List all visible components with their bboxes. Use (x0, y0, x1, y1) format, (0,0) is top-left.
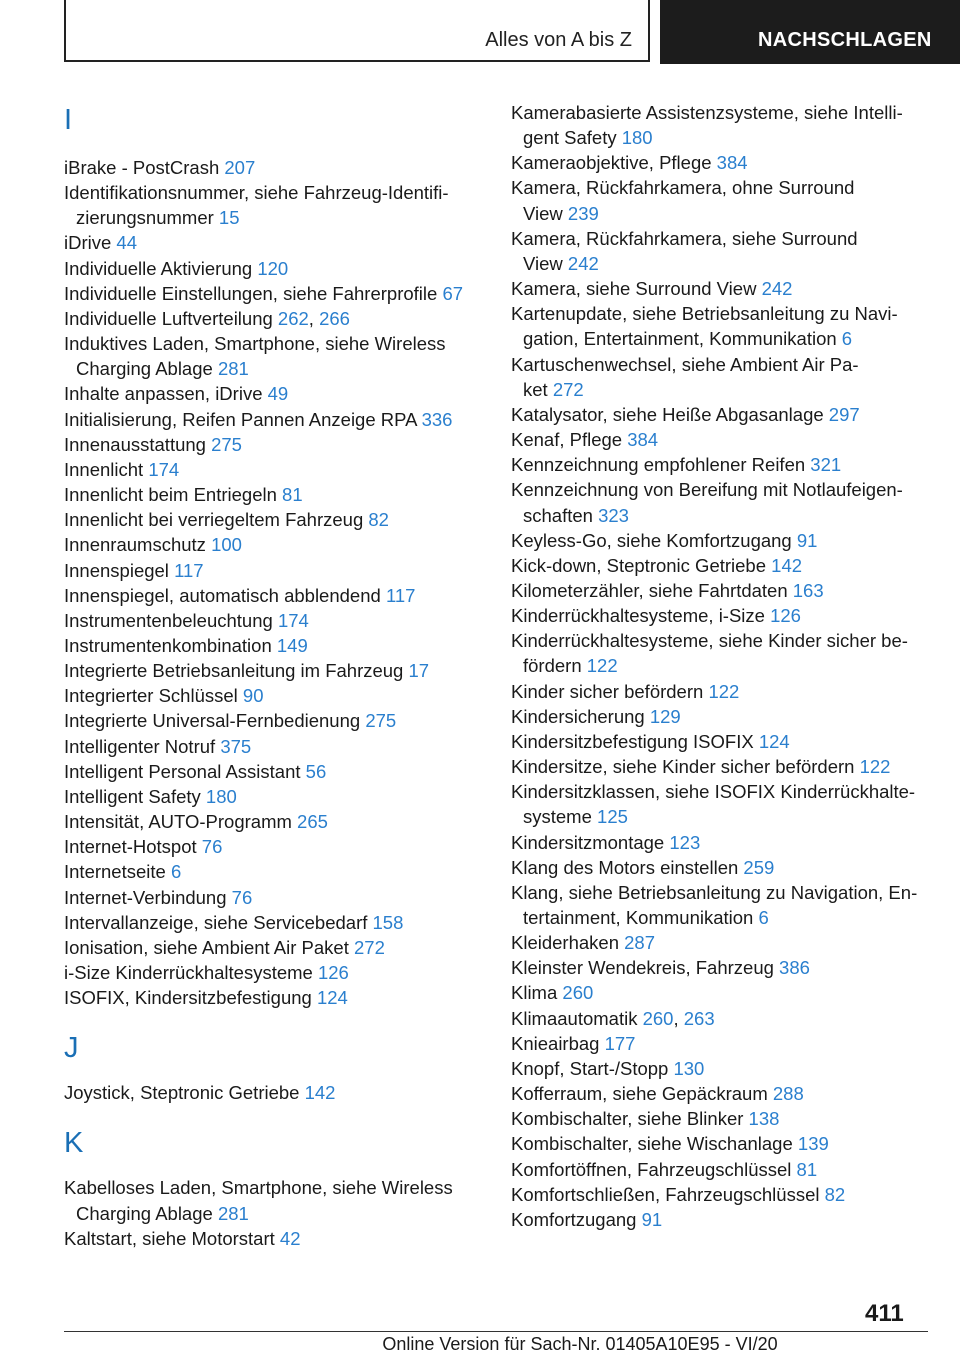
entry-text: Individuelle Aktivierung (64, 257, 258, 279)
entry-text: Kennzeichnung von Bereifung mit Notlaufeigen- (511, 479, 903, 501)
page-reference-link[interactable]: 177 (604, 1032, 636, 1054)
entry-text: iBrake - PostCrash (64, 157, 225, 178)
index-column-right (511, 100, 931, 1232)
entry-text: Intelligent Personal Assistant (64, 760, 306, 782)
section-letter-i: I (64, 104, 73, 136)
page-reference-link[interactable]: 129 (649, 705, 681, 727)
entry-text: Internetseite (64, 861, 171, 883)
entry-text: Kartenupdate, siehe Betriebsanleitung zu Navi- (511, 303, 898, 325)
page-reference-link[interactable]: 91 (641, 1208, 663, 1230)
page-reference-link[interactable]: 44 (116, 232, 137, 254)
page-reference-link[interactable]: 375 (220, 735, 252, 757)
page-reference-link[interactable]: 82 (368, 509, 389, 531)
index-entry (511, 880, 931, 930)
index-entry (511, 578, 931, 603)
page-reference-link[interactable]: 265 (297, 811, 328, 833)
page-reference-link[interactable]: 158 (372, 911, 404, 933)
page-reference-link[interactable]: 49 (267, 383, 289, 405)
page-reference-link[interactable]: 142 (771, 554, 803, 576)
entry-text: Innenlicht (64, 458, 149, 480)
index-entry (64, 507, 484, 532)
index-entry (64, 331, 484, 381)
index-entry (64, 256, 484, 281)
entry-text: Intensität, AUTO-Programm (64, 811, 298, 833)
index-entry (64, 759, 484, 784)
index-entry (511, 1081, 931, 1106)
entry-text: Integrierte Betriebsanleitung im Fahrzeug (64, 660, 409, 682)
page-reference-link[interactable]: 100 (211, 534, 242, 556)
page-reference-link[interactable]: 117 (174, 559, 204, 581)
index-entry: Individuelle Luftverteilung 262, 266 (64, 307, 350, 329)
index-entry (64, 532, 484, 557)
page-reference-link[interactable]: 262 (277, 307, 309, 329)
index-entry (511, 553, 931, 578)
page-reference-link[interactable]: 242 (567, 252, 599, 274)
page-reference-link[interactable]: 275 (211, 433, 242, 455)
index-entry (511, 679, 931, 704)
index-entry (511, 528, 931, 553)
entry-text: fördern (523, 655, 587, 677)
entry-text: Intelligent Safety (64, 785, 206, 807)
entry-text: Ionisation, siehe Ambient Air Paket (64, 936, 355, 958)
entry-text: Kindersitzbefestigung ISOFIX (511, 730, 759, 752)
entry-text: systeme (523, 806, 598, 828)
page-reference-link[interactable]: 386 (779, 957, 810, 979)
entry-text: Kindersitze, siehe Kinder sicher befördern (511, 756, 860, 778)
entry-text: Kamerabasierte Assistenzsysteme, siehe Intelli- (511, 102, 903, 123)
entry-text: View (523, 252, 568, 274)
entry-text: Kindersicherung (511, 705, 650, 727)
entry-text: Klimaautomatik (511, 1007, 643, 1029)
page-reference-link[interactable]: 242 (761, 278, 793, 300)
entry-text: Kinder sicher befördern (511, 680, 709, 702)
entry-text: Kick-down, Steptronic Getriebe (511, 554, 772, 576)
entry-text: Kofferraum, siehe Gepäckraum (511, 1083, 773, 1105)
entry-text: gation, Entertainment, Kommunikation (523, 328, 842, 350)
entry-text: i-Size Kinderrückhaltesysteme (64, 962, 318, 983)
index-entry: Klimaautomatik 260, 263 (511, 1007, 715, 1029)
index-entry (64, 658, 484, 683)
page-reference-link[interactable]: 297 (828, 403, 860, 425)
index-entry (64, 583, 484, 608)
page-reference-link[interactable]: 6 (170, 861, 182, 883)
index-entry (64, 809, 484, 834)
footer-text: Online Version für Sach-Nr. 01405A10E95 - VI/20 (382, 1334, 778, 1354)
page-reference-link[interactable]: 76 (231, 886, 253, 908)
entry-text: Inhalte anpassen, iDrive (64, 383, 268, 405)
entry-text: Kameraobjektive, Pflege (511, 152, 717, 174)
index-entry (64, 482, 484, 507)
index-entry (511, 301, 931, 351)
index-entry (511, 150, 931, 175)
entry-text: Innenspiegel, automatisch abblendend (64, 584, 386, 606)
page-number: 411 (865, 1300, 904, 1327)
index-entry (511, 402, 931, 427)
entry-text: Instrumentenbeleuchtung (64, 609, 278, 631)
index-entry (64, 281, 484, 306)
index-entry (64, 885, 484, 910)
index-entry (64, 935, 484, 960)
page-reference-link[interactable]: 180 (205, 785, 237, 807)
entry-text: Kenaf, Pflege (511, 429, 628, 451)
index-entry (64, 633, 484, 658)
section-letter-k: K (64, 1127, 84, 1160)
index-entry (64, 708, 484, 733)
page-reference-link[interactable]: 142 (304, 1082, 336, 1104)
page-reference-link[interactable]: 82 (824, 1183, 846, 1205)
page-reference-link[interactable]: 125 (597, 806, 628, 828)
index-entry (511, 930, 931, 955)
entry-text: Klima (511, 982, 563, 1004)
index-entry (511, 628, 931, 678)
page-reference-link[interactable]: 123 (669, 831, 701, 853)
entry-list-k (64, 1175, 484, 1250)
page-header (0, 0, 960, 66)
index-entry (511, 100, 931, 150)
entry-text: Kartuschenwechsel, siehe Ambient Air Pa- (511, 353, 859, 375)
entry-text: Innenraumschutz (64, 534, 212, 556)
page-reference-link[interactable]: 260 (642, 1007, 674, 1029)
footer (0, 1334, 960, 1355)
entry-text: Intervallanzeige, siehe Servicebedarf (64, 911, 373, 933)
page-reference-link[interactable]: 117 (385, 584, 416, 606)
page-reference-link[interactable]: 281 (217, 358, 249, 380)
entry-text: Kleinster Wendekreis, Fahrzeug (511, 957, 780, 979)
entry-text: Kinderrückhaltesysteme, i-Size (511, 605, 771, 627)
index-entry (64, 558, 484, 583)
index-entry (64, 381, 484, 406)
entry-text: Charging Ablage (76, 1202, 218, 1224)
page-reference-link[interactable]: 138 (748, 1108, 780, 1130)
index-entry (64, 155, 484, 180)
entry-text: Kindersitzklassen, siehe ISOFIX Kinderrückhalte- (511, 781, 916, 803)
index-entry (511, 754, 931, 779)
page-reference-link[interactable]: 130 (673, 1057, 705, 1079)
entry-text: Internet-Verbindung (64, 886, 232, 908)
entry-text: Knopf, Start-/Stopp (511, 1057, 674, 1079)
page-reference-link[interactable]: 266 (319, 307, 350, 329)
page-reference-link[interactable]: 81 (796, 1158, 818, 1180)
index-entry (511, 1131, 931, 1156)
entry-text: zierungsnummer (76, 207, 219, 229)
page-reference-link[interactable]: 17 (408, 660, 430, 682)
page-reference-link[interactable]: 126 (770, 605, 801, 627)
index-entry (511, 276, 931, 301)
entry-text: Identifikationsnummer, siehe Fahrzeug-Identifi- (64, 182, 449, 204)
index-entry (511, 452, 931, 477)
chapter-title: NACHSCHLAGEN (758, 29, 932, 51)
index-entry (511, 704, 931, 729)
index-entry (511, 427, 931, 452)
entry-text: Kombischalter, siehe Blinker (511, 1108, 749, 1130)
entry-text: schaften (523, 504, 599, 526)
entry-list-k-continued (511, 100, 931, 1232)
page-reference-link[interactable]: 6 (758, 907, 769, 928)
index-entry (64, 859, 484, 884)
entry-text: Kaltstart, siehe Motorstart (64, 1227, 280, 1249)
page-reference-link[interactable]: 259 (743, 856, 775, 878)
entry-text: Individuelle Luftverteilung (64, 307, 278, 329)
entry-text: Kombischalter, siehe Wischanlage (511, 1133, 798, 1155)
entry-text: Komfortöffnen, Fahrzeugschlüssel (511, 1158, 797, 1180)
page-reference-link[interactable]: 180 (621, 127, 653, 149)
entry-text: Innenausstattung (64, 433, 212, 455)
entry-text: Integrierte Universal-Fernbedienung (64, 710, 366, 732)
page-reference-link[interactable]: 281 (217, 1202, 249, 1224)
index-entry (511, 1157, 931, 1182)
entry-list-j (64, 1080, 484, 1105)
section-title: Alles von A bis Z (485, 29, 632, 51)
index-entry (64, 230, 484, 255)
page-reference-link[interactable]: 288 (772, 1083, 804, 1105)
entry-text: gent Safety (523, 127, 622, 149)
entry-text: Kleiderhaken (511, 932, 625, 954)
page-reference-link[interactable]: 287 (624, 932, 656, 954)
index-entry (511, 352, 931, 402)
index-entry (64, 734, 484, 759)
index-entry (511, 226, 931, 276)
index-entry (64, 784, 484, 809)
entry-text: Kilometerzähler, siehe Fahrtdaten (511, 579, 793, 601)
entry-text: Innenspiegel (64, 559, 175, 581)
entry-text: Katalysator, siehe Heiße Abgasanlage (511, 403, 829, 425)
entry-text: Kamera, siehe Surround View (511, 278, 762, 300)
index-entry (511, 1182, 931, 1207)
entry-text: Klang, siehe Betriebsanleitung zu Navigation, En- (511, 881, 918, 903)
entry-text: Integrierter Schlüssel (64, 685, 243, 707)
entry-text: iDrive (64, 232, 117, 254)
index-entry (64, 1080, 484, 1105)
entry-text: Innenlicht beim Entriegeln (64, 484, 283, 506)
page-reference-link[interactable]: 124 (316, 987, 348, 1009)
index-entry (64, 834, 484, 859)
page-reference-link[interactable]: 321 (810, 454, 842, 476)
page-reference-link[interactable]: 67 (442, 282, 464, 304)
page-reference-link[interactable]: 56 (305, 760, 327, 782)
entry-text: ISOFIX, Kindersitzbefestigung (64, 987, 317, 1009)
index-entry (511, 477, 931, 527)
footer-divider (64, 1331, 928, 1332)
entry-text: Komfortzugang (511, 1208, 642, 1230)
page-reference-link[interactable]: 122 (859, 756, 891, 778)
entry-text: Initialisierung, Reifen Pannen Anzeige RPA (64, 408, 422, 430)
entry-text: ket (523, 378, 553, 400)
entry-text: Kamera, Rückfahrkamera, siehe Surround (511, 227, 858, 249)
page-reference-link[interactable]: 263 (683, 1007, 715, 1029)
page-reference-link[interactable]: 163 (792, 579, 824, 601)
page-reference-link[interactable]: 6 (841, 328, 853, 350)
page-reference-link[interactable]: 76 (201, 836, 223, 858)
index-entry (511, 779, 931, 829)
index-entry (511, 175, 931, 225)
entry-text: Innenlicht bei verriegeltem Fahrzeug (64, 509, 369, 531)
index-entry (64, 1226, 484, 1251)
entry-list-i (64, 155, 484, 1010)
index-entry (511, 980, 931, 1005)
page-reference-link[interactable]: 90 (242, 685, 264, 707)
entry-text: Komfortschließen, Fahrzeugschlüssel (511, 1183, 825, 1205)
index-entry (511, 1056, 931, 1081)
index-entry (64, 1175, 484, 1225)
page-reference-link[interactable]: 42 (279, 1227, 301, 1249)
page-reference-link[interactable]: 239 (567, 202, 599, 224)
index-entry (64, 180, 484, 230)
page-reference-link[interactable]: 384 (627, 429, 659, 451)
index-entry (511, 603, 931, 628)
page-reference-link[interactable]: 15 (218, 207, 240, 229)
page-reference-link[interactable]: 272 (552, 378, 584, 400)
index-entry (64, 960, 484, 985)
index-entry (64, 910, 484, 935)
index-entry (511, 855, 931, 880)
page-reference-link[interactable]: 174 (148, 458, 180, 480)
index-entry (64, 457, 484, 482)
entry-text: View (523, 202, 568, 224)
page-reference-link[interactable]: 323 (598, 504, 629, 526)
entry-text: Kamera, Rückfahrkamera, ohne Surround (511, 177, 855, 199)
page-reference-link[interactable]: 174 (277, 609, 309, 631)
page-reference-link[interactable]: 336 (421, 408, 453, 430)
page-reference-link[interactable]: 275 (365, 710, 397, 732)
section-tab[interactable] (64, 0, 650, 62)
index-entry (511, 1106, 931, 1131)
entry-text: Knieairbag (511, 1032, 605, 1054)
index-column-left (64, 100, 484, 1251)
section-letter-j: J (64, 1032, 79, 1065)
page-reference-link[interactable]: 260 (562, 982, 594, 1004)
page-reference-link[interactable]: 139 (797, 1133, 829, 1155)
page-reference-link[interactable]: 149 (276, 634, 308, 656)
entry-text: Charging Ablage (76, 358, 218, 380)
page-reference-link[interactable]: 81 (282, 484, 303, 506)
entry-text: Joystick, Steptronic Getriebe (64, 1082, 305, 1104)
page-reference-link[interactable]: 207 (224, 157, 256, 178)
page-reference-link[interactable]: 126 (317, 962, 349, 983)
chapter-tab[interactable] (660, 0, 960, 64)
index-entry (511, 1031, 931, 1056)
page-reference-link[interactable]: 91 (796, 529, 818, 551)
entry-text: Instrumentenkombination (64, 634, 277, 656)
entry-text: tertainment, Kommunikation (523, 907, 759, 928)
index-entry (511, 1207, 931, 1232)
entry-text: Kennzeichnung empfohlener Reifen (511, 454, 811, 476)
entry-text: Individuelle Einstellungen, siehe Fahrerprofile (64, 282, 443, 304)
index-entry (64, 432, 484, 457)
index-entry (64, 683, 484, 708)
page-reference-link[interactable]: 122 (586, 655, 618, 677)
page-reference-link[interactable]: 120 (257, 257, 289, 279)
index-entry (511, 955, 931, 980)
index-entry (64, 985, 484, 1010)
entry-text: Induktives Laden, Smartphone, siehe Wireless (64, 333, 446, 355)
index-entry (64, 407, 484, 432)
entry-text: Kindersitzmontage (511, 831, 670, 853)
page-reference-link[interactable]: 272 (354, 936, 385, 958)
page-reference-link[interactable]: 124 (758, 730, 790, 752)
entry-text: Internet-Hotspot (64, 836, 202, 858)
entry-text: Kinderrückhaltesysteme, siehe Kinder sicher be- (511, 630, 908, 652)
entry-text: Intelligenter Notruf (64, 735, 221, 757)
entry-text: Keyless-Go, siehe Komfortzugang (511, 529, 797, 551)
entry-text: Klang des Motors einstellen (511, 856, 744, 878)
page-reference-link[interactable]: 122 (708, 680, 740, 702)
index-entry (511, 729, 931, 754)
index-entry (511, 830, 931, 855)
page-reference-link[interactable]: 384 (716, 152, 748, 174)
entry-text: Kabelloses Laden, Smartphone, siehe Wireless (64, 1177, 453, 1199)
index-entry (64, 608, 484, 633)
